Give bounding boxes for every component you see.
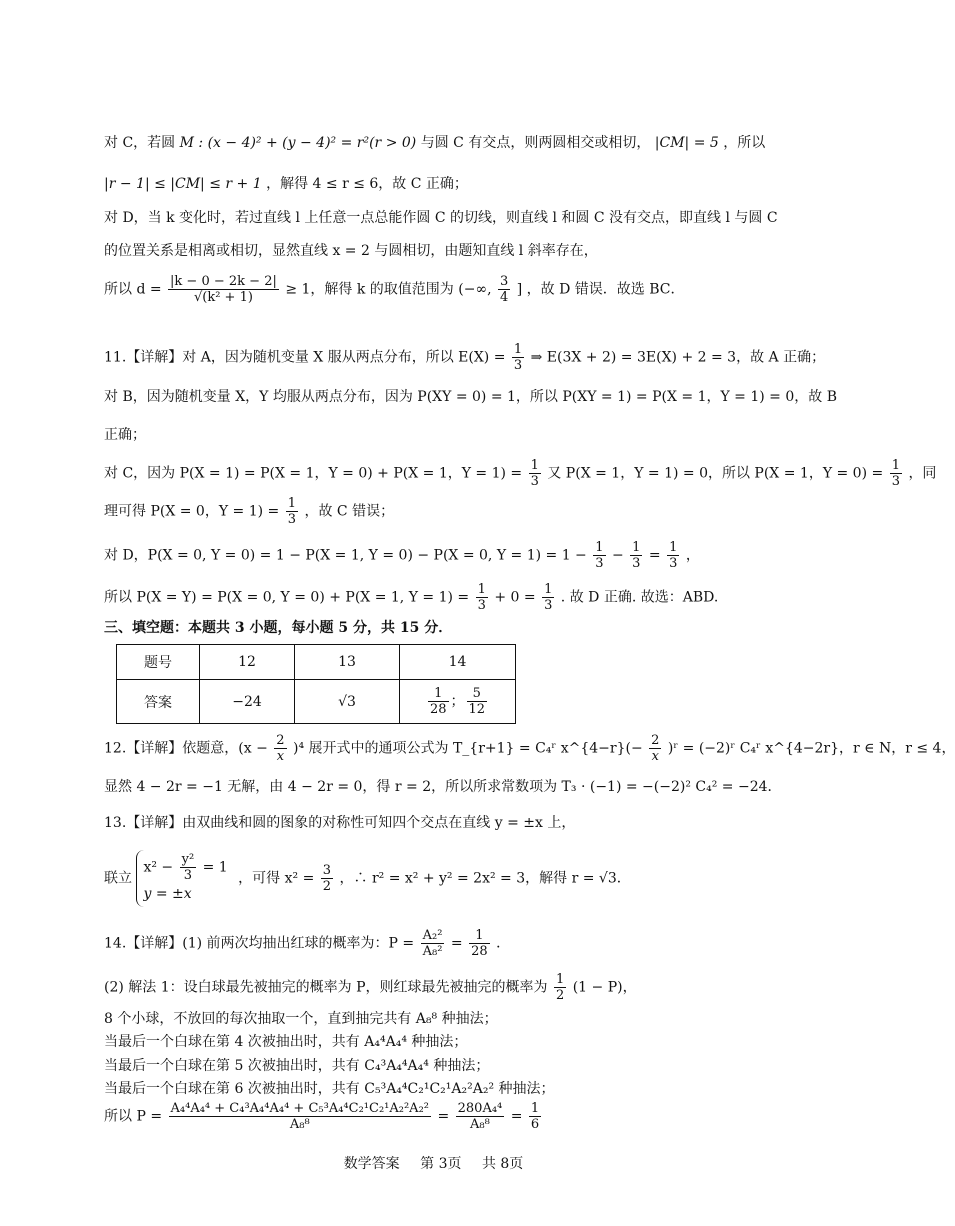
denominator: 3 (595, 556, 604, 571)
text: ． (496, 935, 511, 952)
denominator: 4 (500, 290, 509, 305)
p11-d-line1 (104, 540, 700, 571)
p14-line7 (104, 1101, 543, 1132)
text: 所以 P = (104, 1108, 163, 1125)
numerator: 5 (467, 686, 488, 702)
text: 12.【详解】依题意，(x − (104, 740, 268, 757)
fraction (667, 540, 679, 571)
numerator: 1 (632, 540, 641, 555)
text: − (611, 547, 624, 564)
p14-line5: 当最后一个白球在第 5 次被抽出时，共有 C₄³A₄⁴A₄⁴ 种抽法； (104, 1058, 490, 1074)
p11-c-line2 (104, 496, 394, 527)
denominator: √(k² + 1) (193, 290, 253, 305)
equation-system (136, 850, 233, 907)
denominator: 3 (477, 598, 486, 613)
denominator: A₈⁸ (470, 1117, 490, 1132)
math: M : (x − 4)² + (y − 4)² = r²(r > 0) (179, 135, 417, 151)
fraction (593, 540, 605, 571)
p11-b-line1: 对 B，因为随机变量 X，Y 均服从两点分布，因为 P(XY = 0) = 1，所以 P(XY = 1) = P(X = 1，Y = 1) = 0，故 B (104, 389, 838, 405)
fraction (286, 496, 298, 527)
text: ，解得 4 ≤ r ≤ 6，故 C 正确； (266, 176, 468, 192)
fraction (554, 972, 566, 1003)
fraction (274, 733, 286, 764)
table-cell: 题号 (117, 645, 200, 680)
p13-line1: 13.【详解】由双曲线和圆的图象的对称性可知四个交点在直线 y = ±x 上， (104, 815, 576, 831)
table-cell: √3 (295, 680, 400, 724)
text: = (450, 935, 463, 952)
fraction (321, 863, 333, 894)
numerator: 1 (891, 458, 900, 473)
numerator: 1 (595, 540, 604, 555)
numerator: 1 (513, 342, 523, 357)
text: x² − (143, 859, 174, 876)
fraction (428, 686, 449, 717)
p10d-line3 (104, 274, 685, 305)
fraction (649, 733, 661, 764)
fraction (169, 1101, 431, 1132)
numerator: 3 (322, 863, 332, 878)
text: ，故 C 错误； (304, 503, 395, 520)
fraction (890, 458, 902, 489)
text: 又 P(X = 1，Y = 1) = 0，所以 P(X = 1，Y = 0) = (547, 465, 884, 482)
p12-line2: 显然 4 − 2r = −1 无解，由 4 − 2r = 0，得 r = 2，所以所求常数项为 T₃ · (−1) = −(−2)² C₄² = −24． (104, 779, 782, 795)
table-cell: 13 (295, 645, 400, 680)
table-cell: 12 (200, 645, 295, 680)
denominator: A₈² (422, 944, 443, 959)
denominator: 6 (530, 1117, 540, 1132)
numerator: 1 (287, 496, 296, 511)
numerator: 1 (530, 1101, 540, 1116)
numerator: 1 (555, 972, 565, 987)
fraction-d (168, 274, 279, 305)
text: = 1 (202, 859, 228, 876)
denominator: 3 (632, 556, 641, 571)
numerator: 1 (669, 540, 678, 555)
text: 对 C，因为 P(X = 1) = P(X = 1，Y = 0) + P(X = 1，Y = 1) = (104, 465, 523, 482)
denominator: 3 (513, 358, 523, 373)
p11-c-line1 (104, 458, 936, 489)
numerator: 1 (530, 458, 539, 473)
p14-line3: 8 个小球，不放回的每次抽取一个，直到抽完共有 A₈⁸ 种抽法； (104, 1011, 498, 1027)
p11-b-line2: 正确； (104, 427, 146, 443)
text: 理可得 P(X = 0，Y = 1) = (104, 503, 280, 520)
system-eq1 (143, 852, 227, 883)
text: ⇒ E(3X + 2) = 3E(X) + 2 = 3，故 A 正确； (530, 349, 826, 366)
denominator: 2 (555, 988, 565, 1003)
denominator: 3 (183, 868, 193, 883)
text: ，可得 x² = (238, 870, 315, 887)
numerator: A₄⁴A₄⁴ + C₄³A₄⁴A₄⁴ + C₅³A₄⁴C₂¹C₂¹A₂²A₂² (170, 1101, 429, 1116)
denominator: 28 (471, 944, 488, 959)
fraction (180, 852, 197, 883)
p11-a (104, 342, 825, 373)
text: ， (685, 547, 700, 564)
p11-d-line2 (104, 582, 718, 613)
separator: ； (450, 693, 465, 710)
fraction-range (498, 274, 510, 305)
text: )ʳ = (−2)ʳ C₄ʳ x^{4−2r}，r ∈ N，r ≤ 4， (667, 740, 955, 757)
numerator: 2 (651, 733, 660, 748)
system-eq2: y = ±x (143, 886, 192, 902)
p12-line1 (104, 733, 955, 764)
numerator: 1 (428, 686, 449, 702)
table-cell: −24 (200, 680, 295, 724)
math: |r − 1| ≤ |CM| ≤ r + 1 (104, 176, 262, 192)
denominator: 12 (468, 702, 486, 717)
text: 所以 d = (104, 281, 162, 298)
text: 11.【详解】对 A，因为随机变量 X 服从两点分布，所以 E(X) = (104, 349, 506, 366)
numerator: 280A₄⁴ (457, 1101, 503, 1116)
text: ，故 D 错误．故选 BC． (526, 281, 685, 298)
denominator: x (651, 749, 659, 764)
numerator: 3 (500, 274, 509, 289)
text: = (437, 1108, 450, 1125)
numerator: 1 (544, 582, 553, 597)
text: + 0 = (494, 589, 536, 606)
text: = (648, 547, 661, 564)
numerator: |k − 0 − 2k − 2| (170, 274, 277, 289)
text: (1 − P)， (572, 979, 637, 996)
math: ] (516, 281, 523, 298)
p14-line4: 当最后一个白球在第 4 次被抽出时，共有 A₄⁴A₄⁴ 种抽法； (104, 1034, 468, 1050)
numerator: 1 (477, 582, 486, 597)
table-cell: 14 (400, 645, 516, 680)
math: |CM| = 5 (654, 135, 719, 151)
denominator: 2 (322, 879, 332, 894)
text: ，所以 (723, 135, 766, 151)
footer-page: 第 3页 (420, 1156, 462, 1172)
p14-line6: 当最后一个白球在第 6 次被抽出时，共有 C₅³A₄⁴C₂¹C₂¹A₂²A₂² 种抽法； (104, 1081, 555, 1097)
footer-title: 数学答案 (343, 1156, 400, 1172)
p10d-line2: 的位置关系是相离或相切，显然直线 x = 2 与圆相切，由题知直线 l 斜率存在， (104, 243, 598, 259)
fraction (512, 342, 524, 373)
p13-line2 (104, 850, 631, 907)
footer-total: 共 8页 (481, 1156, 524, 1172)
text: 联立 (104, 870, 132, 887)
numerator: 2 (276, 733, 285, 748)
fraction (476, 582, 488, 613)
denominator: 3 (669, 556, 678, 571)
text: )⁴ 展开式中的通项公式为 T_{r+1} = C₄ʳ x^{4−r}(− (293, 740, 643, 757)
section3-heading: 三、填空题：本题共 3 小题，每小题 5 分，共 15 分． (104, 620, 453, 636)
page-footer (0, 1153, 867, 1173)
numerator: y² (181, 852, 195, 867)
fraction (542, 582, 554, 613)
p10c-line2 (104, 173, 468, 193)
text: . 故 D 正确. 故选：ABD. (560, 589, 719, 606)
p10c-line1 (104, 132, 765, 152)
fraction (421, 928, 445, 959)
text: ，∴ r² = x² + y² = 2x² = 3，解得 r = √3． (339, 870, 631, 887)
denominator: 3 (544, 598, 553, 613)
denominator: 3 (287, 512, 296, 527)
table-row (117, 645, 516, 680)
text: 14.【详解】(1) 前两次均抽出红球的概率为：P = (104, 935, 415, 952)
denominator: A₈⁸ (289, 1117, 310, 1132)
text: ，同 (908, 465, 937, 482)
text: 对 C，若圆 (104, 135, 176, 151)
text: 所以 P(X = Y) = P(X = 0, Y = 0) + P(X = 1, Y = 1) = (104, 589, 470, 606)
fraction (456, 1101, 505, 1132)
p10d-line1: 对 D，当 k 变化时，若过直线 l 上任意一点总能作圆 C 的切线，则直线 l 和圆 C 没有交点，即直线 l 与圆 C (104, 210, 778, 226)
p14-line1 (104, 928, 510, 959)
text: (2) 解法 1：设白球最先被抽完的概率为 P，则红球最先被抽完的概率为 (104, 979, 548, 996)
denominator: 3 (530, 474, 539, 489)
answer-table (116, 644, 516, 724)
math: (−∞, (458, 281, 492, 298)
text: = (510, 1108, 523, 1125)
text: ≥ 1，解得 k 的取值范围为 (285, 281, 454, 298)
fraction (467, 686, 488, 717)
numerator: A₂² (422, 928, 443, 943)
table-cell (400, 680, 516, 724)
fraction (630, 540, 642, 571)
denominator: 3 (891, 474, 900, 489)
p14-line2 (104, 972, 637, 1003)
fraction (469, 928, 490, 959)
denominator: x (276, 749, 285, 764)
numerator: 1 (469, 928, 490, 944)
denominator: 28 (429, 702, 447, 717)
text: 对 D，P(X = 0, Y = 0) = 1 − P(X = 1, Y = 0) − P(X = 0, Y = 1) = 1 − (104, 547, 587, 564)
text: 与圆 C 有交点，则两圆相交或相切， (420, 135, 651, 151)
table-row (117, 680, 516, 724)
fraction (529, 1101, 541, 1132)
table-cell: 答案 (117, 680, 200, 724)
fraction (529, 458, 541, 489)
